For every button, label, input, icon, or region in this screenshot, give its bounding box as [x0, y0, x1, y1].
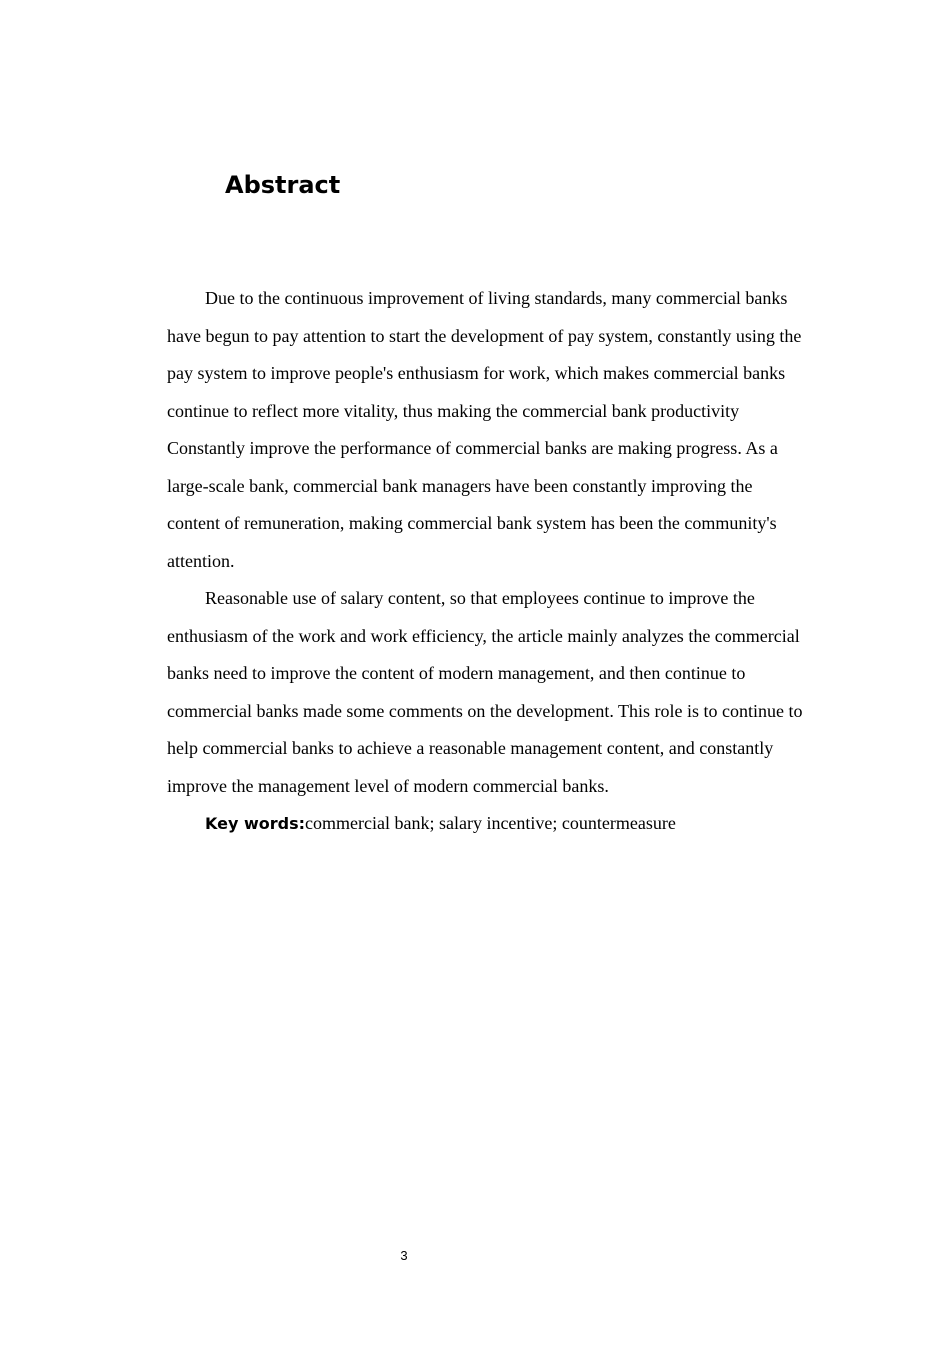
abstract-paragraph-1: Due to the continuous improvement of living standards, many commercial banks have begun to pay attention to start the development of pay system, constantly using the pay system to improve people's enthusiasm for work, which makes commercial banks continue to reflect more vitality, thus making the commercial bank productivity Constantly improve the performance of commercial banks are making progress. As a large-scale bank, commercial bank managers have been constantly improving the content of remuneration, making commercial bank system has been the community's attention. [167, 288, 802, 571]
keywords-text: commercial bank; salary incentive; countermeasure [305, 813, 676, 833]
abstract-title: Abstract [225, 171, 341, 199]
abstract-paragraph-2: Reasonable use of salary content, so that employees continue to improve the enthusiasm of the work and work efficiency, the article mainly analyzes the commercial banks need to improve the content of modern management, and then continue to commercial banks made some comments on the development. This role is to continue to help commercial banks to achieve a reasonable management content, and constantly improve the management level of modern commercial banks. [167, 588, 803, 796]
abstract-body [167, 280, 807, 843]
keywords-line [167, 805, 807, 843]
keywords-label: Key words: [205, 814, 306, 833]
page-number: 3 [400, 1248, 408, 1263]
